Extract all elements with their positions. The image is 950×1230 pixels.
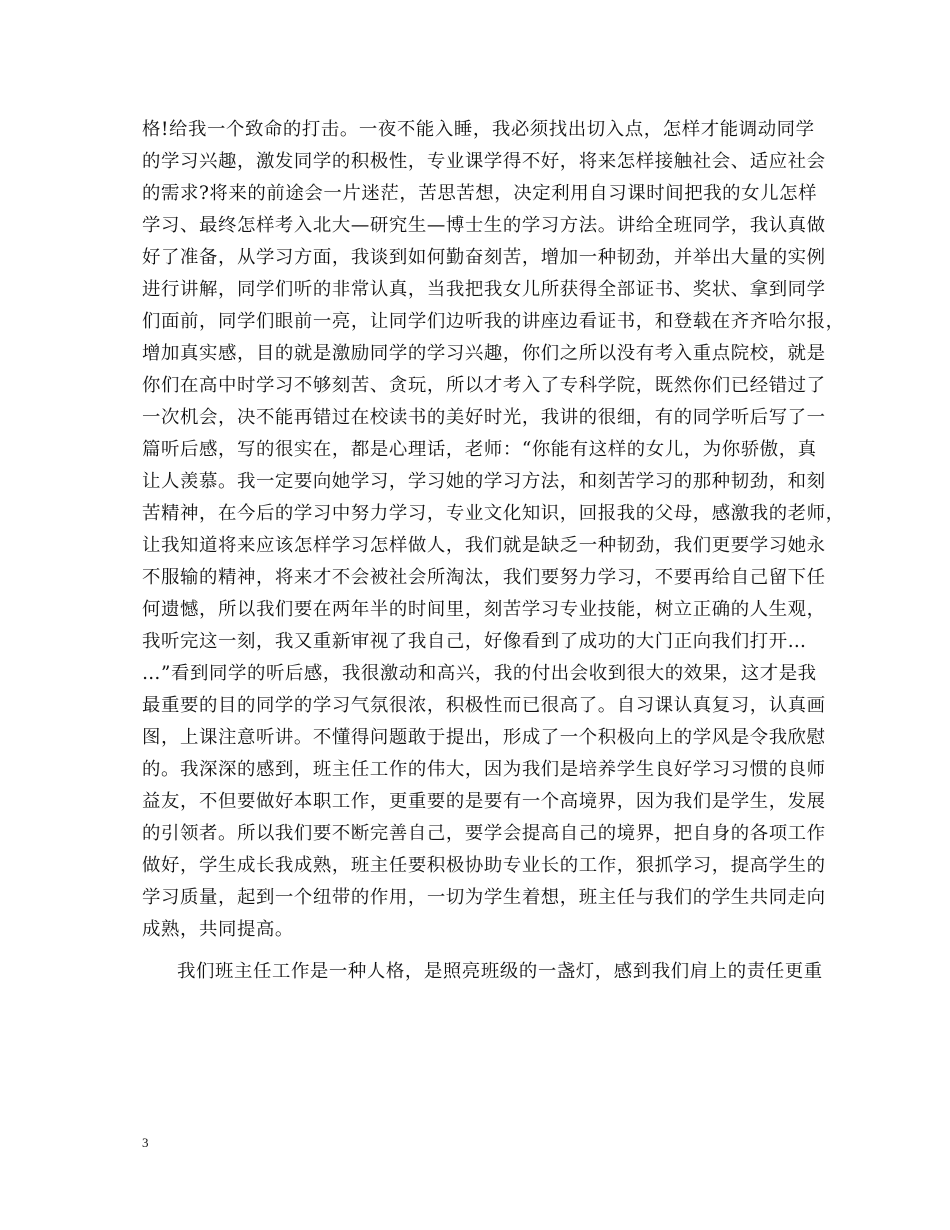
text-line: 篇听后感，写的很实在，都是心理话，老师：“你能有这样的女儿，为你骄傲，真 [142,439,817,460]
text-line: 让人羡慕。我一定要向她学习，学习她的学习方法，和刻苦学习的那种韧劲，和刻 [142,471,826,492]
text-line: 好了准备，从学习方面，我谈到如何勤奋刻苦，增加一种韧劲，并举出大量的实例 [142,247,826,268]
paragraph [142,114,845,946]
body-text [142,114,845,988]
text-line: 益友，不但要做好本职工作，更重要的是要有一个高境界，因为我们是学生，发展 [142,791,826,812]
text-line: 的学习兴趣，激发同学的积极性，专业课学得不好，将来怎样接触社会、适应社会 [142,151,826,172]
text-line: 我听完这一刻，我又重新审视了我自己，好像看到了成功的大门正向我们打开… [142,631,807,652]
text-line: 最重要的目的同学的学习气氛很浓，积极性而已很高了。自习课认真复习，认真画 [142,695,826,716]
text-line: …”看到同学的听后感，我很激动和高兴，我的付出会收到很大的效果，这才是我 [142,663,817,684]
text-line: 进行讲解，同学们听的非常认真，当我把我女儿所获得全部证书、奖状、拿到同学 [142,279,826,300]
text-line: 做好，学生成长我成熟，班主任要积极协助专业长的工作，狠抓学习，提高学生的 [142,855,826,876]
text-line: 的引领者。所以我们要不断完善自己，要学会提高自己的境界，把自身的各项工作 [142,823,826,844]
text-line: 格!给我一个致命的打击。一夜不能入睡，我必须找出切入点，怎样才能调动同学 [142,119,815,140]
text-line: 你们在高中时学习不够刻苦、贪玩，所以才考入了专科学院，既然你们已经错过了 [142,375,826,396]
text-line: 不服输的精神，将来才不会被社会所淘汰，我们要努力学习，不要再给自己留下任 [142,567,826,588]
text-line: 我们班主任工作是一种人格，是照亮班级的一盏灯，感到我们肩上的责任更重 [177,961,823,982]
text-line: 苦精神，在今后的学习中努力学习，专业文化知识，回报我的父母，感激我的老师， [142,503,845,524]
text-line: 一次机会，决不能再错过在校读书的美好时光，我讲的很细，有的同学听后写了一 [142,407,826,428]
text-line: 的需求?将来的前途会一片迷茫，苦思苦想，决定利用自习课时间把我的女儿怎样 [142,183,818,204]
text-line: 的。我深深的感到，班主任工作的伟大，因为我们是培养学生良好学习习惯的良师 [142,759,826,780]
text-line: 图，上课注意听讲。不懂得问题敢于提出，形成了一个积极向上的学风是令我欣慰 [142,727,826,748]
text-line: 学习、最终怎样考入北大—研究生—博士生的学习方法。讲给全班同学，我认真做 [142,215,826,236]
text-line: 增加真实感，目的就是激励同学的学习兴趣，你们之所以没有考入重点院校，就是 [142,343,826,364]
text-line: 成熟，共同提高。 [142,919,294,940]
text-line: 让我知道将来应该怎样学习怎样做人，我们就是缺乏一种韧劲，我们更要学习她永 [142,535,826,556]
text-line: 何遗憾，所以我们要在两年半的时间里，刻苦学习专业技能，树立正确的人生观， [142,599,826,620]
text-line: 学习质量，起到一个纽带的作用，一切为学生着想，班主任与我们的学生共同走向 [142,887,826,908]
text-line: 们面前，同学们眼前一亮，让同学们边听我的讲座边看证书，和登载在齐齐哈尔报， [142,311,845,332]
paragraph [142,956,822,988]
page-number: 3 [142,1135,149,1150]
